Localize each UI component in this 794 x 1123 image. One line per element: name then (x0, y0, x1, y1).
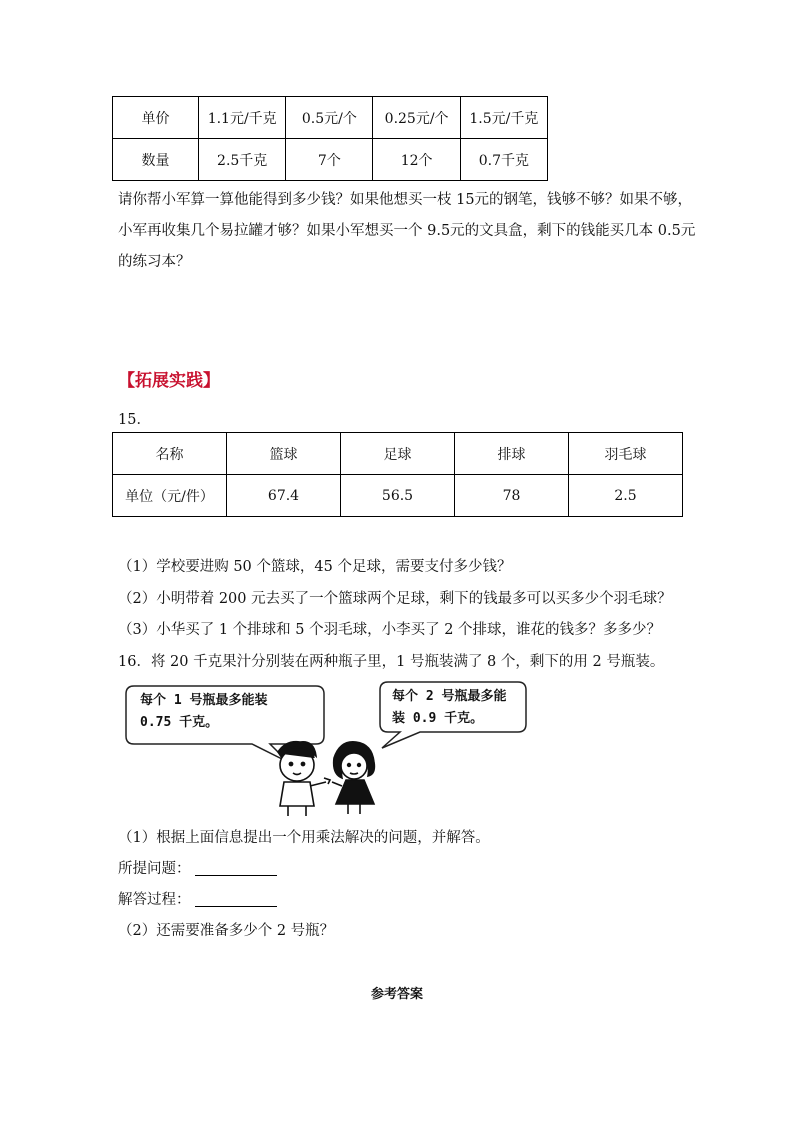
table-cell: 12个 (373, 139, 460, 181)
q16-intro: 16．将 20 千克果汁分别装在两种瓶子里，1 号瓶装满了 8 个，剩下的用 2 号瓶装。 (118, 654, 665, 670)
table-cell: 羽毛球 (569, 433, 683, 475)
table-cell: 0.7千克 (460, 139, 547, 181)
table-cell: 篮球 (227, 433, 341, 475)
left-bubble-line-1: 每个 1 号瓶最多能装 (140, 693, 268, 708)
boy-figure (278, 742, 330, 816)
q16-sub-question-2: （2）还需要准备多少个 2 号瓶？ (118, 923, 335, 939)
left-bubble-text (140, 690, 267, 734)
q16-sub-question-1: （1）根据上面信息提出一个用乘法解决的问题，并解答。 (118, 830, 490, 846)
table-cell: 单位（元/件） (113, 475, 227, 517)
section-heading: 【拓展实践】 (118, 371, 220, 391)
table-cell: 排球 (455, 433, 569, 475)
q15-sub-question-2: （2）小明带着 200 元去买了一个篮球两个足球，剩下的钱最多可以买多少个羽毛球？ (118, 591, 672, 607)
table-cell: 单价 (113, 97, 199, 139)
q15-sub-question-1: （1）学校要进购 50 个篮球，45 个足球，需要支付多少钱？ (118, 559, 512, 575)
table-cell: 足球 (341, 433, 455, 475)
q15-number: 15． (118, 412, 151, 428)
sports-price-table (112, 432, 683, 517)
table-cell: 0.25元/个 (373, 97, 460, 139)
answer-title: 参考答案 (370, 987, 423, 1002)
table-cell: 0.5元/个 (286, 97, 373, 139)
table-cell: 56.5 (341, 475, 455, 517)
solution-field (118, 888, 277, 909)
question-field (118, 857, 277, 878)
table-cell: 7个 (286, 139, 373, 181)
left-bubble-line-2: 0.75 千克。 (140, 715, 219, 730)
right-bubble-line-2: 装 0.9 千克。 (392, 711, 484, 726)
table-cell: 数量 (113, 139, 199, 181)
table-cell: 2.5千克 (199, 139, 286, 181)
girl-figure (332, 742, 374, 814)
right-bubble-line-1: 每个 2 号瓶最多能 (392, 689, 507, 704)
question-blank[interactable] (195, 861, 277, 876)
table-cell: 78 (455, 475, 569, 517)
table-cell: 1.5元/千克 (460, 97, 547, 139)
solution-field-label: 解答过程： (118, 892, 191, 908)
table-cell: 1.1元/千克 (199, 97, 286, 139)
solution-blank[interactable] (195, 892, 277, 907)
q14-line-3: 的练习本？ (118, 254, 191, 270)
q14-line-1: 请你帮小军算一算他能得到多少钱？如果他想买一枝 15元的钢笔，钱够不够？如果不够， (118, 192, 693, 208)
q14-line-2: 小军再收集几个易拉罐才够？如果小军想买一个 9.5元的文具盒，剩下的钱能买几本 0.5元 (118, 223, 696, 239)
table-cell: 名称 (113, 433, 227, 475)
question-field-label: 所提问题： (118, 861, 191, 877)
table-cell: 67.4 (227, 475, 341, 517)
price-table (112, 96, 548, 181)
q15-sub-question-3: （3）小华买了 1 个排球和 5 个羽毛球，小李买了 2 个排球，谁花的钱多？多多少？ (118, 622, 662, 638)
table-cell: 2.5 (569, 475, 683, 517)
right-bubble-text (392, 686, 506, 730)
